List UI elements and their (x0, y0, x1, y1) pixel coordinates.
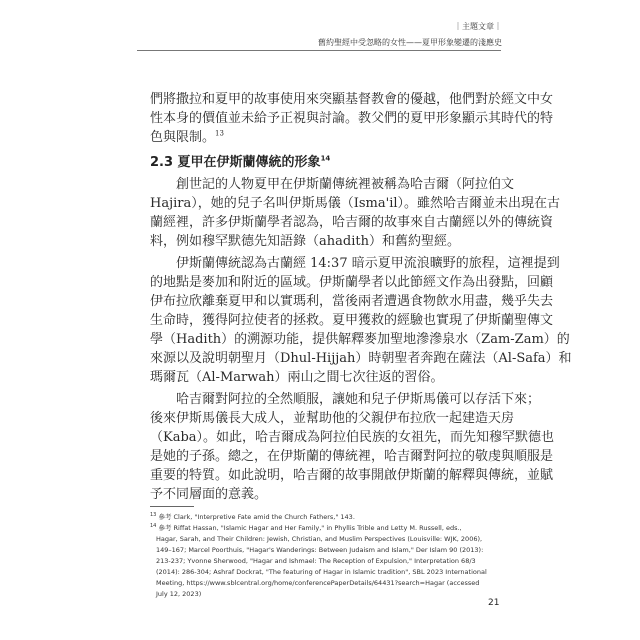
body-line: 來源以及說明朝聖月（Dhul-Hijjah）時朝聖者奔跑在薩法（Al-Safa）和 (150, 351, 572, 366)
body-line: 料，例如穆罕默德先知語錄（ahadith）和舊約聖經。 (150, 234, 460, 249)
section-heading-text: 2.3 夏甲在伊斯蘭傳統的形象 (150, 155, 321, 170)
body-line: 後來伊斯馬儀長大成人，並幫助他的父親伊布拉欣一起建造天房 (150, 411, 515, 426)
footnote-rule (150, 506, 194, 507)
footnote-ref[interactable]: 14 (320, 154, 331, 163)
running-header-section: ｜主題文章｜ (454, 22, 502, 31)
body-line: 的地點是麥加和附近的區域。伊斯蘭學者以此節經文作為出發點，回顧 (150, 275, 554, 290)
footnote-number: 13 (150, 511, 157, 518)
footnote-line: Hagar, Sarah, and Their Children: Jewish, Christian, and Muslim Perspectives (Louisville: WJK, 2006), (156, 535, 483, 543)
footnote-line: Meeting, https://www.sblcentral.org/home/conferencePaperDetails/64431?search=Hagar (accessed (156, 579, 480, 587)
footnote-ref[interactable]: 13 (215, 129, 224, 138)
body-line (150, 129, 500, 147)
footnote-line: July 12, 2023) (156, 590, 202, 598)
section-heading (150, 151, 330, 170)
footnote-text: 參考 Clark, "Interpretive Fate amid the Church Fathers," 143. (158, 513, 355, 521)
footnote-number: 14 (150, 522, 157, 529)
body-line: 瑪爾瓦（Al-Marwah）兩山之間七次往返的習俗。 (150, 370, 444, 385)
body-line: 學（Hadith）的溯源功能，提供解釋麥加聖地滲滲泉水（Zam-Zam）的 (150, 332, 570, 347)
body-line: 重要的特質。如此說明，哈吉爾的故事開啟伊斯蘭的解釋與傳統，並賦 (150, 468, 554, 483)
footnote-text: 參考 Riffat Hassan, "Islamic Hagar and Her Family," in Phyllis Trible and Letty M. Russell, eds., (158, 524, 462, 532)
body-line: 們將撒拉和夏甲的故事使用來突顯基督教會的優越，他們對於經文中女 (150, 92, 554, 107)
header-rule (137, 50, 501, 51)
body-line-text: 色與限制。 (150, 130, 216, 145)
body-line: 伊布拉欣離棄夏甲和以實瑪利，當後兩者遭遇食物飲水用盡，幾乎失去 (150, 294, 554, 309)
page-number: 21 (488, 598, 500, 608)
body-line: 伊斯蘭傳統認為古蘭經 14:37 暗示夏甲流浪曠野的旅程，這裡提到 (176, 256, 560, 271)
footnote-line (150, 512, 510, 523)
body-line: 哈吉爾對阿拉的全然順服，讓她和兒子伊斯馬儀可以存活下來； (176, 392, 541, 407)
footnote-line: 213-237; Yvonne Sherwood, "Hagar and Ishmael: The Reception of Expulsion," Interpretation 68/3 (156, 557, 476, 565)
body-line: （Kaba）。如此，哈吉爾成為阿拉伯民族的女祖先，而先知穆罕默德也 (150, 430, 555, 445)
footnote-line: (2014): 286-304; Ashraf Dockrat, "The featuring of Hagar in Islamic tradition", SBL 2023 International (156, 568, 487, 576)
footnote-line: 149–167; Marcel Poorthuis, "Hagar's Wanderings: Between Judaism and Islam," Der Islam 90 (2013): (156, 546, 484, 554)
body-line: Hajira），她的兒子名叫伊斯馬儀（Isma'il）。雖然哈吉爾並未出現在古 (150, 196, 561, 211)
footnote-line (150, 523, 510, 534)
body-line: 創世記的人物夏甲在伊斯蘭傳統裡被稱為哈吉爾（阿拉伯文 (176, 177, 515, 192)
body-line: 性本身的價值並未給予正視與討論。教父們的夏甲形象顯示其時代的特 (150, 111, 554, 126)
running-header-title: 舊約聖經中受忽略的女性——夏甲形象變遷的淺應史 (318, 38, 502, 47)
body-line: 是她的子孫。總之，在伊斯蘭的傳統裡，哈吉爾對阿拉的敬虔與順服是 (150, 449, 554, 464)
body-line: 生命時，獲得阿拉使者的拯救。夏甲獲救的經驗也實現了伊斯蘭聖傳文 (150, 313, 554, 328)
body-line: 予不同層面的意義。 (150, 487, 268, 502)
body-line: 蘭經裡，許多伊斯蘭學者認為，哈吉爾的故事來自古蘭經以外的傳統資 (150, 215, 554, 230)
